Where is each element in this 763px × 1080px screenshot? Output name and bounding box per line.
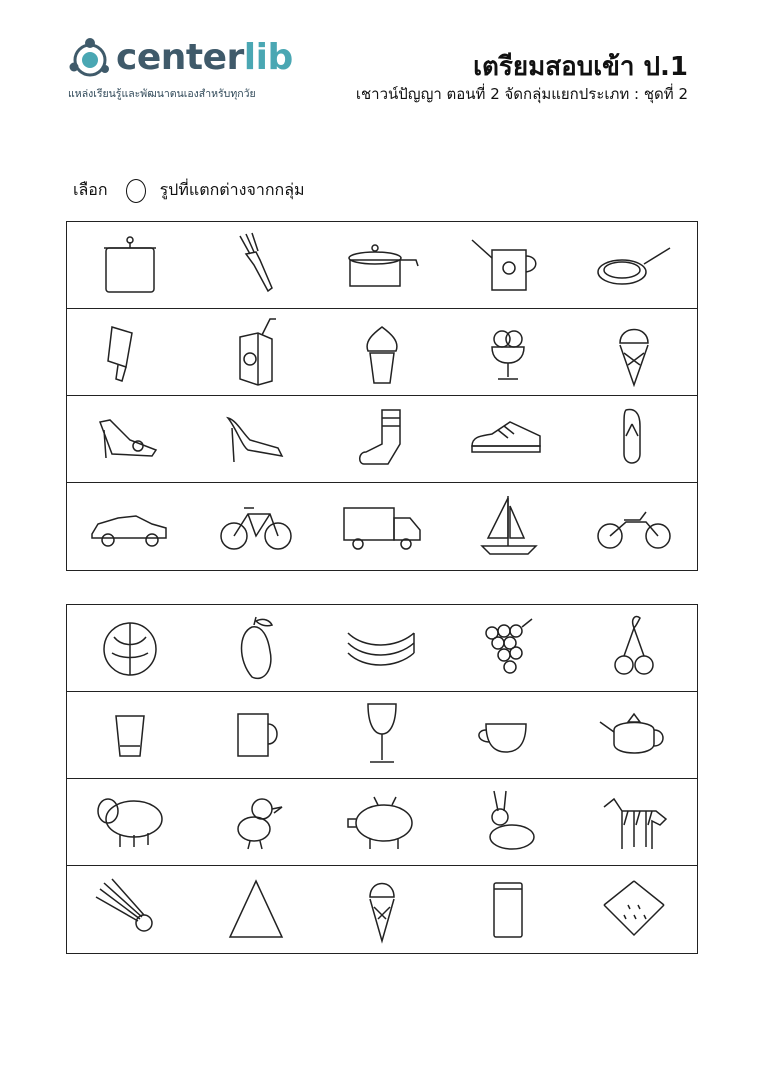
- sock-icon: [342, 404, 422, 474]
- teacup-icon: [468, 700, 548, 770]
- question-row-8: [67, 866, 697, 953]
- truck-icon: [342, 492, 422, 562]
- logo-wordmark: centerlib: [116, 37, 293, 78]
- choice-cell[interactable]: [193, 222, 319, 308]
- choice-cell[interactable]: [193, 309, 319, 395]
- choice-cell[interactable]: [571, 779, 697, 865]
- choice-cell[interactable]: [319, 483, 445, 570]
- choice-cell[interactable]: [445, 779, 571, 865]
- choice-cell[interactable]: [571, 396, 697, 482]
- mango-icon: [216, 613, 296, 683]
- shuttlecock-icon: [90, 875, 170, 945]
- high-heel-shoe-icon: [216, 404, 296, 474]
- zebra-icon: [594, 787, 674, 857]
- choice-cell[interactable]: [571, 222, 697, 308]
- frying-pan-icon: [594, 230, 674, 300]
- exercise-group-2: [66, 604, 698, 954]
- bicycle-icon: [216, 492, 296, 562]
- sailboat-icon: [468, 492, 548, 562]
- watering-can-icon: [468, 230, 548, 300]
- choice-cell[interactable]: [67, 605, 193, 691]
- high-heel-sandal-icon: [90, 404, 170, 474]
- choice-cell[interactable]: [319, 396, 445, 482]
- question-row-6: [67, 692, 697, 779]
- question-row-7: [67, 779, 697, 866]
- molecule-logo-icon: [66, 36, 114, 84]
- choice-cell[interactable]: [67, 483, 193, 570]
- page-subtitle: เชาวน์ปัญญา ตอนที่ 2 จัดกลุ่มแยกประเภท : ชุดที่ 2: [355, 85, 688, 103]
- grapes-icon: [468, 613, 548, 683]
- flip-flop-icon: [594, 404, 674, 474]
- choice-cell[interactable]: [319, 605, 445, 691]
- choice-cell[interactable]: [445, 483, 571, 570]
- choice-cell[interactable]: [319, 779, 445, 865]
- question-row-2: [67, 309, 697, 396]
- choice-cell[interactable]: [319, 309, 445, 395]
- choice-cell[interactable]: [445, 222, 571, 308]
- choice-cell[interactable]: [445, 309, 571, 395]
- sheep-icon: [90, 787, 170, 857]
- choice-cell[interactable]: [571, 692, 697, 778]
- teapot-icon: [594, 700, 674, 770]
- choice-cell[interactable]: [445, 396, 571, 482]
- choice-cell[interactable]: [445, 605, 571, 691]
- fork-icon: [216, 230, 296, 300]
- pig-icon: [342, 787, 422, 857]
- popsicle-icon: [90, 317, 170, 387]
- instruction: [73, 178, 305, 203]
- question-row-4: [67, 483, 697, 570]
- wine-glass-icon: [342, 700, 422, 770]
- rabbit-icon: [468, 787, 548, 857]
- can-icon: [468, 875, 548, 945]
- soft-serve-icon: [342, 317, 422, 387]
- saucepan-icon: [342, 230, 422, 300]
- question-row-3: [67, 396, 697, 483]
- choice-cell[interactable]: [571, 605, 697, 691]
- cone-icon: [342, 875, 422, 945]
- cherry-icon: [594, 613, 674, 683]
- centerlib-logo: [66, 36, 296, 106]
- choice-cell[interactable]: [193, 692, 319, 778]
- choice-cell[interactable]: [67, 866, 193, 953]
- choice-cell[interactable]: [193, 866, 319, 953]
- ice-cream-cone-icon: [594, 317, 674, 387]
- choice-cell[interactable]: [67, 692, 193, 778]
- instruction-prefix: เลือก: [73, 180, 108, 199]
- choice-cell[interactable]: [445, 866, 571, 953]
- choice-cell[interactable]: [67, 222, 193, 308]
- choice-cell[interactable]: [193, 483, 319, 570]
- car-icon: [90, 492, 170, 562]
- choice-cell[interactable]: [445, 692, 571, 778]
- choice-cell[interactable]: [319, 692, 445, 778]
- choice-cell[interactable]: [319, 866, 445, 953]
- sneaker-icon: [468, 404, 548, 474]
- choice-cell[interactable]: [193, 396, 319, 482]
- question-row-5: [67, 605, 697, 692]
- choice-cell[interactable]: [571, 483, 697, 570]
- instruction-suffix: รูปที่แตกต่างจากกลุ่ม: [159, 180, 305, 199]
- glass-icon: [90, 700, 170, 770]
- choice-cell[interactable]: [67, 779, 193, 865]
- choice-cell[interactable]: [571, 866, 697, 953]
- motorcycle-icon: [594, 492, 674, 562]
- choice-cell[interactable]: [319, 222, 445, 308]
- pot-icon: [90, 230, 170, 300]
- choice-cell[interactable]: [193, 779, 319, 865]
- question-row-1: [67, 222, 697, 309]
- choice-cell[interactable]: [571, 309, 697, 395]
- choice-cell[interactable]: [193, 605, 319, 691]
- page-title: เตรียมสอบเข้า ป.1: [473, 52, 688, 82]
- choice-cell[interactable]: [67, 396, 193, 482]
- triangle-icon: [216, 875, 296, 945]
- exercise-group-1: [66, 221, 698, 571]
- ice-cream-sundae-icon: [468, 317, 548, 387]
- watermelon-icon: [594, 875, 674, 945]
- choice-cell[interactable]: [67, 309, 193, 395]
- logo-tagline: แหล่งเรียนรู้และพัฒนาตนเองสำหรับทุกวัย: [68, 88, 256, 100]
- bird-icon: [216, 787, 296, 857]
- cabbage-icon: [90, 613, 170, 683]
- answer-circle-icon: [126, 179, 146, 203]
- juice-box-icon: [216, 317, 296, 387]
- mug-icon: [216, 700, 296, 770]
- banana-icon: [342, 613, 422, 683]
